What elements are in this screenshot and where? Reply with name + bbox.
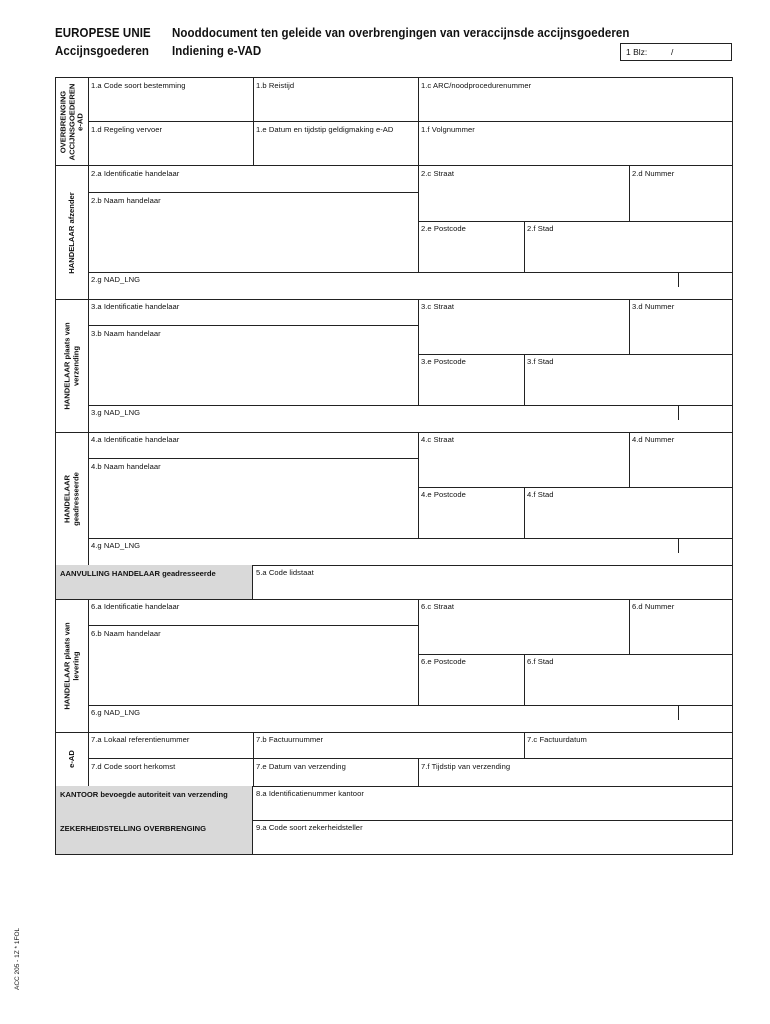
field-2a[interactable]: 2.a Identificatie handelaar (91, 169, 180, 178)
field-4e[interactable]: 4.e Postcode (421, 490, 466, 499)
header-eu: EUROPESE UNIE (55, 26, 151, 40)
section-side-label (56, 78, 89, 165)
side-label-text: OVERBRENGING ACCIJNSGOEDEREN e-AD (58, 83, 85, 160)
field-6b[interactable]: 6.b Naam handelaar (91, 629, 161, 638)
form-grid (55, 77, 733, 855)
field-3b[interactable]: 3.b Naam handelaar (91, 329, 161, 338)
section-label-box (56, 820, 253, 854)
field-6a[interactable]: 6.a Identificatie handelaar (91, 602, 180, 611)
field-3c[interactable]: 3.c Straat (421, 302, 454, 311)
document-subtitle: Indiening e-VAD (172, 44, 262, 58)
field-2c[interactable]: 2.c Straat (421, 169, 454, 178)
section-overbrenging (56, 78, 732, 166)
field-4d[interactable]: 4.d Nummer (632, 435, 675, 444)
section-aanvulling (56, 565, 732, 600)
field-2e[interactable]: 2.e Postcode (421, 224, 466, 233)
field-4f[interactable]: 4.f Stad (527, 490, 554, 499)
field-2b[interactable]: 2.b Naam handelaar (91, 196, 161, 205)
field-1f[interactable]: 1.f Volgnummer (421, 125, 475, 134)
field-3d[interactable]: 3.d Nummer (632, 302, 675, 311)
field-3e[interactable]: 3.e Postcode (421, 357, 466, 366)
side-label-text: HANDELAAR plaats van levering (62, 621, 80, 710)
field-3a[interactable]: 3.a Identificatie handelaar (91, 302, 180, 311)
field-1d[interactable]: 1.d Regeling vervoer (91, 125, 163, 134)
side-label-text: HANDELAAR afzender (66, 191, 76, 274)
field-6d[interactable]: 6.d Nummer (632, 602, 675, 611)
field-1a[interactable]: 1.a Code soort bestemming (91, 81, 186, 90)
section-handelaar-verzending (56, 299, 732, 433)
field-1b[interactable]: 1.b Reistijd (256, 81, 295, 90)
page-number-separator: / (671, 47, 674, 57)
field-3g[interactable]: 3.g NAD_LNG (91, 408, 141, 417)
section-label: KANTOOR bevoegde autoriteit van verzending (60, 790, 228, 799)
section-handelaar-levering (56, 599, 732, 733)
field-6e[interactable]: 6.e Postcode (421, 657, 466, 666)
field-2g[interactable]: 2.g NAD_LNG (91, 275, 141, 284)
section-kantoor (56, 786, 732, 821)
document-title: Nooddocument ten geleide van overbrengingen van veraccijnsde accijnsgoederen (172, 26, 630, 40)
field-7c[interactable]: 7.c Factuurdatum (527, 735, 587, 744)
field-4g[interactable]: 4.g NAD_LNG (91, 541, 141, 550)
side-label-text: HANDELAAR geadresseerde (62, 471, 80, 526)
field-3f[interactable]: 3.f Stad (527, 357, 554, 366)
page-number-label: 1 Blz: (626, 47, 648, 57)
section-zekerheidstelling (56, 820, 732, 855)
section-label: ZEKERHEIDSTELLING OVERBRENGING (60, 824, 206, 833)
section-handelaar-afzender (56, 166, 732, 300)
field-4a[interactable]: 4.a Identificatie handelaar (91, 435, 180, 444)
field-8a[interactable]: 8.a Identificatienummer kantoor (256, 789, 364, 798)
field-6g[interactable]: 6.g NAD_LNG (91, 708, 141, 717)
field-4b[interactable]: 4.b Naam handelaar (91, 462, 161, 471)
side-label-text: HANDELAAR plaats van verzending (62, 321, 80, 410)
field-7f[interactable]: 7.f Tijdstip van verzending (421, 762, 511, 771)
field-7b[interactable]: 7.b Factuurnummer (256, 735, 324, 744)
field-6f[interactable]: 6.f Stad (527, 657, 554, 666)
side-label-text: e-AD (66, 750, 76, 768)
field-5a[interactable]: 5.a Code lidstaat (256, 568, 314, 577)
field-7d[interactable]: 7.d Code soort herkomst (91, 762, 176, 771)
field-2f[interactable]: 2.f Stad (527, 224, 554, 233)
field-7a[interactable]: 7.a Lokaal referentienummer (91, 735, 190, 744)
section-handelaar-geadresseerde (56, 432, 732, 566)
section-label-box (56, 786, 253, 820)
section-label: AANVULLING HANDELAAR geadresseerde (60, 569, 216, 578)
page-number-box[interactable] (620, 43, 732, 61)
field-4c[interactable]: 4.c Straat (421, 435, 454, 444)
field-9a[interactable]: 9.a Code soort zekerheidsteller (256, 823, 363, 832)
form-code-footer: ACC 205 - 1Z * 1FOL (14, 927, 21, 990)
section-label-box (56, 565, 253, 599)
field-1c[interactable]: 1.c ARC/noodprocedurenummer (421, 81, 532, 90)
field-6c[interactable]: 6.c Straat (421, 602, 454, 611)
field-1e[interactable]: 1.e Datum en tijdstip geldigmaking e-AD (256, 125, 394, 134)
field-7e[interactable]: 7.e Datum van verzending (256, 762, 346, 771)
section-e-ad (56, 732, 732, 787)
field-2d[interactable]: 2.d Nummer (632, 169, 675, 178)
header-accijnsgoederen: Accijnsgoederen (55, 44, 150, 58)
